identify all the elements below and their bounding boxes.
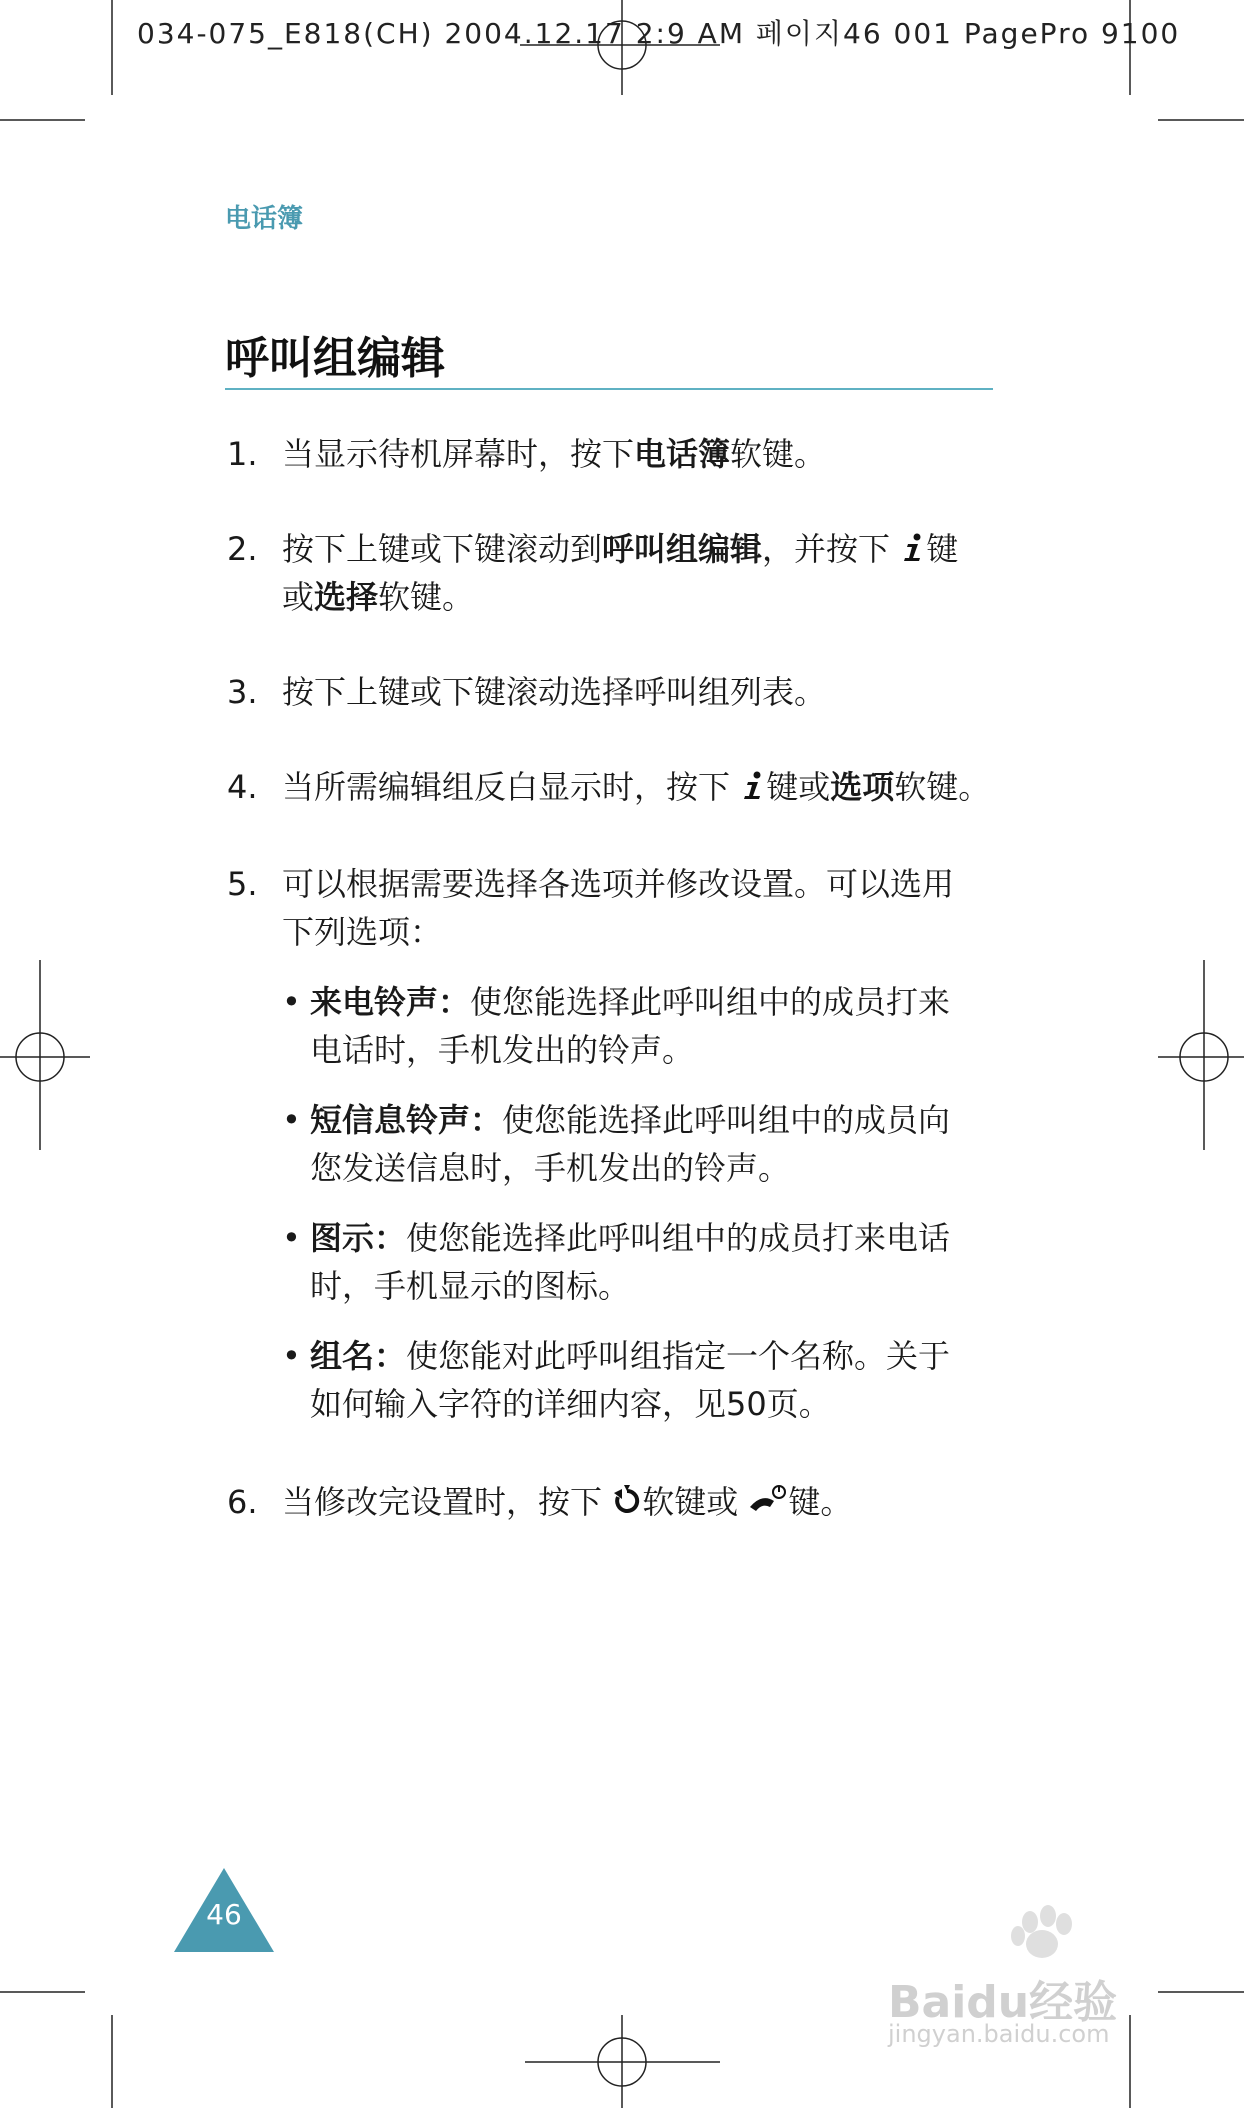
option-item [310, 1332, 950, 1380]
bullet-dot: • [282, 1337, 301, 1375]
step-text-part: 当所需编辑组反白显示时，按下 [282, 768, 731, 806]
option-term: 来电铃声： [310, 983, 471, 1021]
step-text-part: 软键。 [894, 768, 991, 806]
watermark [880, 1900, 1200, 2060]
step-number: 2. [227, 530, 258, 568]
option-desc-line2: 电话时，手机发出的铃声。 [310, 1031, 695, 1069]
step-text: 可以根据需要选择各选项并修改设置。可以选用 [282, 865, 955, 903]
step-text-part: 键或 [766, 768, 831, 806]
option-term: 组名： [310, 1337, 407, 1375]
step-number: 3. [227, 673, 258, 711]
bullet-dot: • [282, 1219, 301, 1257]
option-desc-line2: 时，手机显示的图标。 [310, 1267, 631, 1305]
watermark-brand: Baidu经验 [888, 1977, 1118, 2028]
bullet-dot: • [282, 1101, 301, 1139]
step-number: 1. [227, 435, 258, 473]
step-text-part: 按下上键或下键滚动到 [282, 530, 603, 568]
softkey-name: 电话簿 [634, 435, 731, 473]
bullet-dot: • [282, 983, 301, 1021]
page-number: 46 [206, 1898, 242, 1931]
option-desc: 使您能选择此呼叫组中的成员打来 [470, 983, 951, 1021]
step-text-part: 键。 [788, 1483, 853, 1521]
option-desc: 使您能对此呼叫组指定一个名称。关于 [406, 1337, 951, 1375]
option-item [310, 978, 950, 1026]
step-text-part: 当修改完设置时，按下 [282, 1483, 603, 1521]
option-item [310, 1214, 950, 1262]
option-desc-line2: 如何输入字符的详细内容，见50页。 [310, 1385, 831, 1423]
back-key-icon [612, 1480, 642, 1528]
step-text [282, 525, 958, 575]
option-term: 短信息铃声： [310, 1101, 503, 1139]
step-text [282, 763, 990, 813]
step-text: 按下上键或下键滚动选择呼叫组列表。 [282, 673, 827, 711]
step-text [282, 430, 826, 478]
watermark-url: jingyan.baidu.com [888, 2020, 1110, 2048]
print-header: 034-075_E818(CH) 2004.12.17 2:9 AM 페이지46 001 PagePro 9100 [137, 17, 1181, 50]
step-text-part: 软键。 [730, 435, 827, 473]
section-label: 电话簿 [225, 204, 304, 234]
step-number: 6. [227, 1483, 258, 1521]
option-item [310, 1096, 950, 1144]
softkey-name: 选择 [314, 578, 379, 616]
i-key-icon [740, 765, 766, 813]
end-call-key-icon [748, 1480, 788, 1528]
title-rule [225, 388, 993, 390]
option-term: 图示： [310, 1219, 407, 1257]
step-number: 4. [227, 768, 258, 806]
step-text-part: 软键或 [642, 1483, 739, 1521]
option-desc: 使您能选择此呼叫组中的成员打来电话 [406, 1219, 951, 1257]
step-text-part: ，并按下 [762, 530, 891, 568]
step-number: 5. [227, 865, 258, 903]
step-text-line2 [282, 573, 474, 621]
step-text-part: 当显示待机屏幕时，按下 [282, 435, 635, 473]
option-desc-line2: 您发送信息时，手机发出的铃声。 [310, 1149, 791, 1187]
menu-name: 呼叫组编辑 [602, 530, 763, 568]
step-text-part: 键 [926, 530, 959, 568]
step-text [282, 1478, 852, 1528]
option-desc: 使您能选择此呼叫组中的成员向 [502, 1101, 951, 1139]
step-text-part: 或 [282, 578, 315, 616]
page-title: 呼叫组编辑 [225, 333, 445, 384]
step-text-part: 软键。 [378, 578, 475, 616]
softkey-name: 选项 [830, 768, 895, 806]
i-key-icon [900, 527, 926, 575]
step-text-line2: 下列选项： [282, 913, 443, 951]
